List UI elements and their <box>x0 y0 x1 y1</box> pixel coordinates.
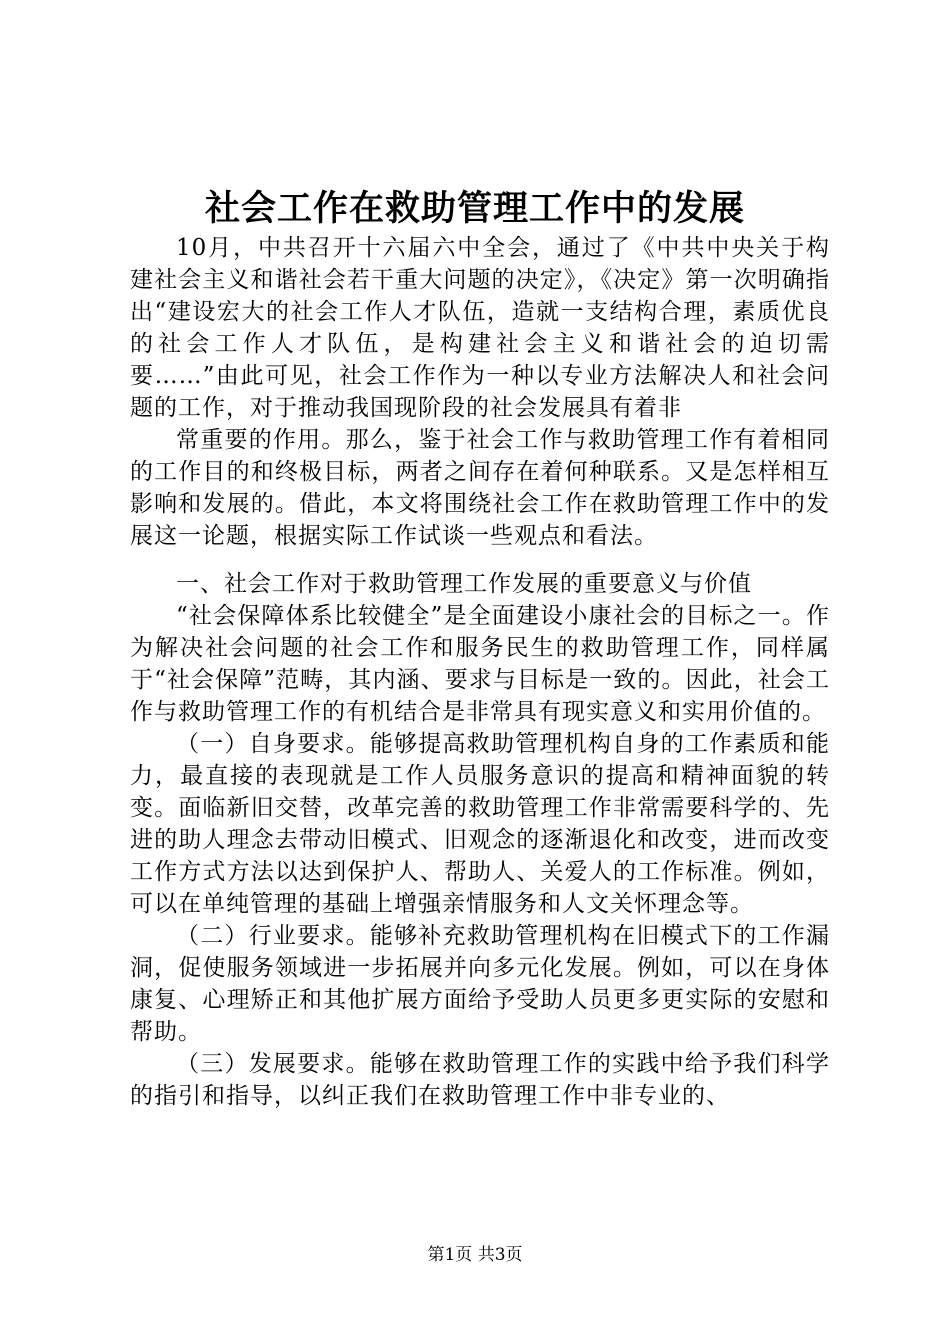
paragraph-development-requirement: （三）发展要求。能够在救助管理工作的实践中给予我们科学的指引和指导，以纠正我们在救助管理工作中非专业的、 <box>130 1051 830 1109</box>
paragraph-intro-continued: 常重要的作用。那么，鉴于社会工作与救助管理工作有着相同的工作目的和终极目标，两者之间存在着何种联系。又是怎样相互影响和发展的。借此，本文将围绕社会工作在救助管理工作中的发展这一论题，根据实际工作试谈一些观点和看法。 <box>130 427 830 549</box>
page-number-footer: 第1页 共3页 <box>427 1245 523 1265</box>
section-heading-1: 一、社会工作对于救助管理工作发展的重要意义与价值 <box>176 571 752 597</box>
paragraph-self-requirement: （一）自身要求。能够提高救助管理机构自身的工作素质和能力，最直接的表现就是工作人员服务意识的提高和精神面貌的转变。面临新旧交替，改革完善的救助管理工作非常需要科学的、先进的助人理念去带动旧模式、旧观念的逐渐退化和改变，进而改变工作方式方法以达到保护人、帮助人、关爱人的工作标准。例如，可以在单纯管理的基础上增强亲情服务和人文关怀理念等。 <box>130 731 830 917</box>
paragraph-section-1: “社会保障体系比较健全”是全面建设小康社会的目标之一。作为解决社会问题的社会工作和服务民生的救助管理工作，同样属于“社会保障”范畴，其内涵、要求与目标是一致的。因此，社会工作与救助管理工作的有机结合是非常具有现实意义和实用价值的。 <box>130 603 830 725</box>
paragraph-industry-requirement: （二）行业要求。能够补充救助管理机构在旧模式下的工作漏洞，促使服务领域进一步拓展并向多元化发展。例如，可以在身体康复、心理矫正和其他扩展方面给予受助人员更多更实际的安慰和帮助。 <box>130 923 830 1045</box>
document-body <box>130 232 830 1112</box>
document-title: 社会工作在救助管理工作中的发展 <box>204 188 745 229</box>
paragraph-intro: 10月，中共召开十六届六中全会，通过了《中共中央关于构建社会主义和谐社会若干重大问题的决定》，《决定》第一次明确指出“建设宏大的社会工作人才队伍，造就一支结构合理，素质优良的社会工作人才队伍，是构建社会主义和谐社会的迫切需要……”由此可见，社会工作作为一种以专业方法解决人和社会问题的工作，对于推动我国现阶段的社会发展具有着非 <box>130 235 830 421</box>
